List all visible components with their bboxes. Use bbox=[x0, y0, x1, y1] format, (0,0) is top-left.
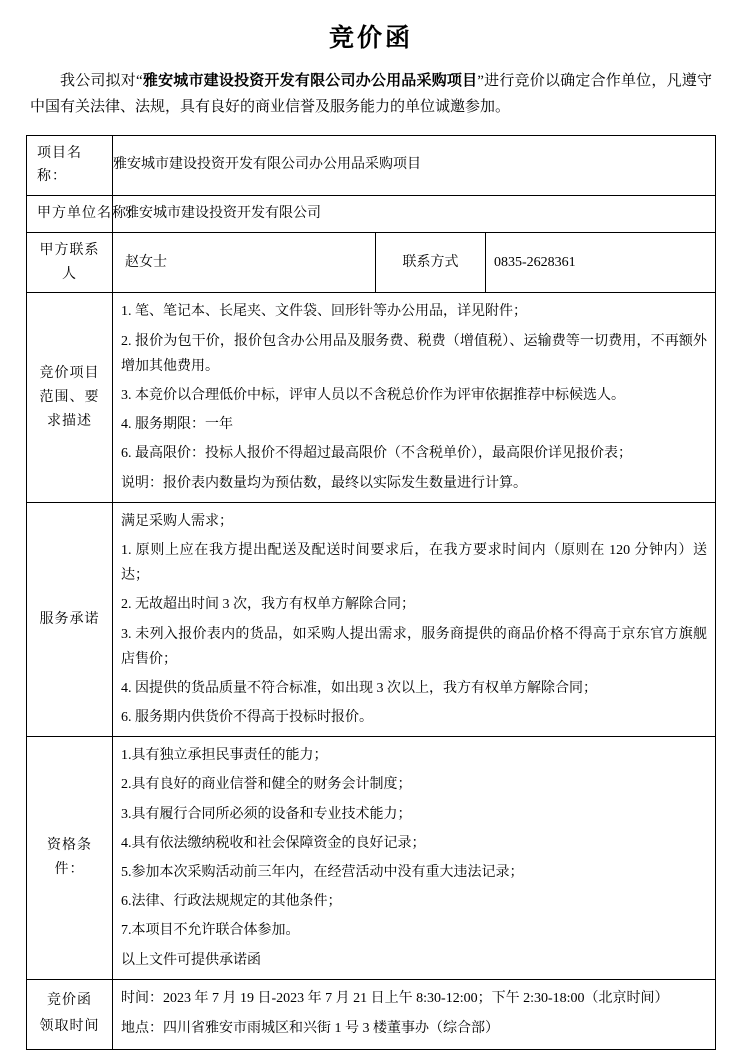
list-item: 2. 无故超出时间 3 次，我方有权单方解除合同； bbox=[121, 597, 415, 613]
list-item: 6. 最高限价：投标人报价不得超过最高限价（不含税单价），最高限价详见报价表； bbox=[121, 446, 632, 462]
receipt-time: 时间：2023 年 7 月 19 日-2023 年 7 月 21 日上午 8:30-12:00；下午 2:30-18:00（北京时间） bbox=[121, 990, 669, 1006]
receipt-place: 地点：四川省雅安市雨城区和兴街 1 号 3 楼董事办（综合部） bbox=[121, 1021, 499, 1037]
list-item: 2.具有良好的商业信誉和健全的财务会计制度； bbox=[121, 777, 412, 793]
table-row-receipt-time bbox=[27, 979, 716, 1049]
list-item: 4.具有依法缴纳税收和社会保障资金的良好记录； bbox=[121, 835, 426, 851]
party-a-contact-value: 赵女士 bbox=[113, 232, 376, 293]
list-item: 以上文件可提供承诺函 bbox=[121, 952, 261, 968]
intro-project-name: 雅安城市建设投资开发有限公司办公用品采购项目 bbox=[142, 73, 478, 89]
receipt-label bbox=[27, 979, 113, 1049]
contact-method-label: 联系方式 bbox=[375, 232, 485, 293]
service-commitment-content bbox=[113, 502, 716, 737]
bid-scope-content bbox=[113, 293, 716, 502]
list-item: 1. 笔、笔记本、长尾夹、文件袋、回形针等办公用品，详见附件； bbox=[121, 304, 527, 320]
list-item: 2. 报价为包干价，报价包含办公用品及服务费、税费（增值税）、运输费等一切费用，不再额外增加其他费用。 bbox=[121, 333, 707, 374]
table-row-bid-scope bbox=[27, 293, 716, 502]
list-item: 1. 原则上应在我方提出配送及配送时间要求后，在我方要求时间内（原则在 120 分钟内）送达； bbox=[121, 542, 707, 584]
intro-paragraph: 我公司拟对“雅安城市建设投资开发有限公司办公用品采购项目”进行竞价以确定合作单位，凡遵守中国有关法律、法规，具有良好的商业信誉及服务能力的单位诚邀参加。 bbox=[30, 73, 712, 116]
receipt-label-line1: 竞价函 bbox=[47, 992, 92, 1008]
receipt-label-line2: 领取时间 bbox=[39, 1019, 100, 1035]
table-row-service-commitment bbox=[27, 502, 716, 737]
list-item: 4. 服务期限：一年 bbox=[121, 417, 233, 433]
page-title: 竞价函 bbox=[328, 25, 413, 52]
list-item: 3.具有履行合同所必须的设备和专业技术能力； bbox=[121, 806, 412, 822]
party-a-unit-label: 甲方单位名称： bbox=[27, 196, 113, 233]
list-item: 3. 本竞价以合理低价中标，评审人员以不含税总价作为评审依据推荐中标候选人。 bbox=[121, 388, 625, 404]
list-item: 满足采购人需求； bbox=[121, 513, 233, 529]
bid-scope-label: 竞价项目范围、要求描述 bbox=[27, 293, 113, 502]
table-row-party-a-contact bbox=[27, 232, 716, 293]
list-item: 4. 因提供的货品质量不符合标准，如出现 3 次以上，我方有权单方解除合同； bbox=[121, 680, 597, 696]
table-row-qualification bbox=[27, 737, 716, 980]
project-name-value: 雅安城市建设投资开发有限公司办公用品采购项目 bbox=[113, 135, 716, 196]
list-item: 6.法律、行政法规规定的其他条件； bbox=[121, 894, 342, 910]
table-row-project-name bbox=[27, 135, 716, 196]
list-item: 说明：报价表内数量均为预估数，最终以实际发生数量进行计算。 bbox=[121, 475, 527, 491]
party-a-unit-value: 雅安城市建设投资开发有限公司 bbox=[113, 196, 716, 233]
list-item: 5.参加本次采购活动前三年内，在经营活动中没有重大违法记录； bbox=[121, 865, 524, 881]
party-a-contact-label: 甲方联系人 bbox=[27, 232, 113, 293]
list-item: 3. 未列入报价表内的货品，如采购人提出需求，服务商提供的商品价格不得高于京东官方旗舰店售价； bbox=[121, 626, 707, 667]
receipt-content bbox=[113, 979, 716, 1049]
project-name-label: 项目名称： bbox=[27, 135, 113, 196]
contact-method-value: 0835-2628361 bbox=[485, 232, 715, 293]
list-item: 6. 服务期内供货价不得高于投标时报价。 bbox=[121, 710, 373, 726]
qualification-label: 资格条件： bbox=[27, 737, 113, 980]
list-item: 1.具有独立承担民事责任的能力； bbox=[121, 748, 328, 764]
bid-info-table bbox=[26, 135, 716, 1050]
table-row-party-a-unit bbox=[27, 196, 716, 233]
list-item: 7.本项目不允许联合体参加。 bbox=[121, 923, 300, 939]
service-commitment-label: 服务承诺 bbox=[27, 502, 113, 737]
qualification-content bbox=[113, 737, 716, 980]
